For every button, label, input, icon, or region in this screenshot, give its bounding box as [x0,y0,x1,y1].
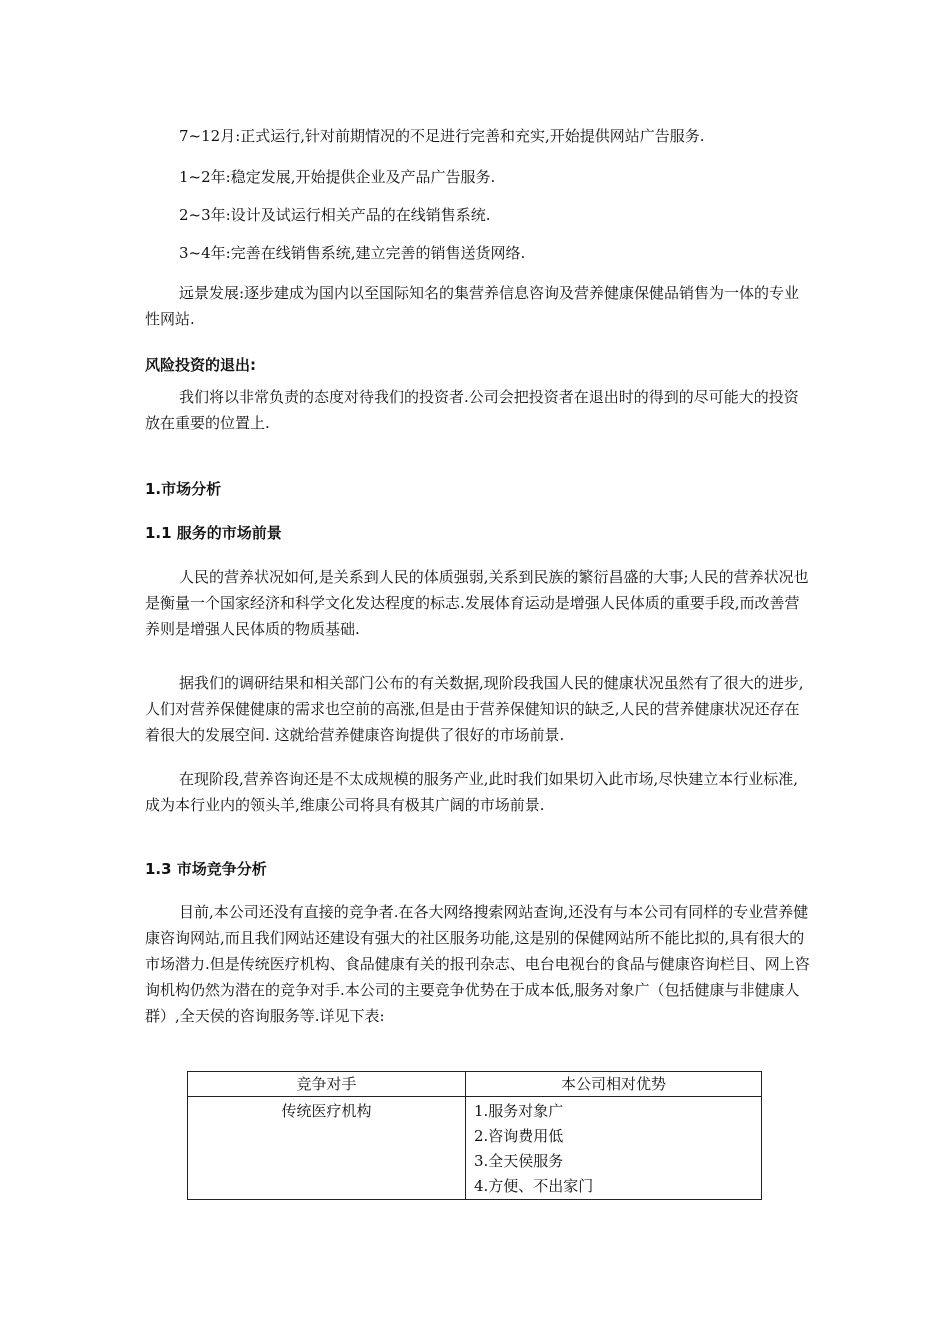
table-header-competitor: 竞争对手 [188,1072,466,1097]
plan-stage-4: 3~4年:完善在线销售系统,建立完善的销售送货网络. [179,244,526,262]
prospect-paragraph-2: 据我们的调研结果和相关部门公布的有关数据,现阶段我国人民的健康状况虽然有了很大的进步,人们对营养保健健康的需求也空前的高涨,但是由于营养保健知识的缺乏,人民的营养健康状况还存在着很大的发展空间. 这就给营养健康咨询提供了很好的市场前景. [145,674,804,744]
table-cell-competitor [188,1097,466,1200]
advantage-list [466,1097,761,1199]
prospect-heading: 1.1 服务的市场前景 [145,524,282,542]
advantage-item: 1.服务对象广 [474,1102,564,1120]
competitor-name: 传统医疗机构 [281,1102,372,1120]
plan-vision: 远景发展:逐步建成为国内以至国际知名的集营养信息咨询及营养健康保健品销售为一体的专业性网站. [145,284,800,328]
plan-stage-1: 7~12月:正式运行,针对前期情况的不足进行完善和充实,开始提供网站广告服务. [179,127,705,145]
competition-heading: 1.3 市场竞争分析 [145,860,267,878]
plan-stage-2: 1~2年:稳定发展,开始提供企业及产品广告服务. [179,168,496,186]
exit-heading: 风险投资的退出: [145,356,256,374]
competition-paragraph: 目前,本公司还没有直接的竞争者.在各大网络搜索网站查询,还没有与本公司有同样的专业营养健康咨询网站,而且我们网站还建设有强大的社区服务功能,这是别的保健网站所不能比拟的,具有很大的市场潜力.但是传统医疗机构、食品健康有关的报刊杂志、电台电视台的食品与健康咨询栏目、网上咨询机构仍然为潜在的竞争对手.本公司的主要竞争优势在于成本低,服务对象广（包括健康与非健康人群）,全天侯的咨询服务等.详见下表: [145,903,810,1025]
market-heading: 1.市场分析 [145,480,222,498]
table-header-advantage: 本公司相对优势 [466,1072,762,1097]
table-header-row [188,1072,762,1097]
advantage-item: 2.咨询费用低 [474,1127,564,1145]
table-cell-advantages [466,1097,762,1200]
exit-paragraph: 我们将以非常负责的态度对待我们的投资者.公司会把投资者在退出时的得到的尽可能大的投资放在重要的位置上. [145,388,799,432]
table-row [188,1097,762,1200]
plan-stage-3: 2~3年:设计及试运行相关产品的在线销售系统. [179,206,491,224]
prospect-paragraph-3: 在现阶段,营养咨询还是不太成规模的服务产业,此时我们如果切入此市场,尽快建立本行业标准,成为本行业内的领头羊,维康公司将具有极其广阔的市场前景. [145,770,799,814]
advantage-item: 3.全天侯服务 [474,1152,564,1170]
competition-table [187,1071,762,1200]
advantage-item: 4.方便、不出家门 [474,1177,594,1195]
prospect-paragraph-1: 人民的营养状况如何,是关系到人民的体质强弱,关系到民族的繁衍昌盛的大事;人民的营养状况也是衡量一个国家经济和科学文化发达程度的标志.发展体育运动是增强人民体质的重要手段,而改善营养则是增强人民体质的物质基础. [145,568,809,638]
